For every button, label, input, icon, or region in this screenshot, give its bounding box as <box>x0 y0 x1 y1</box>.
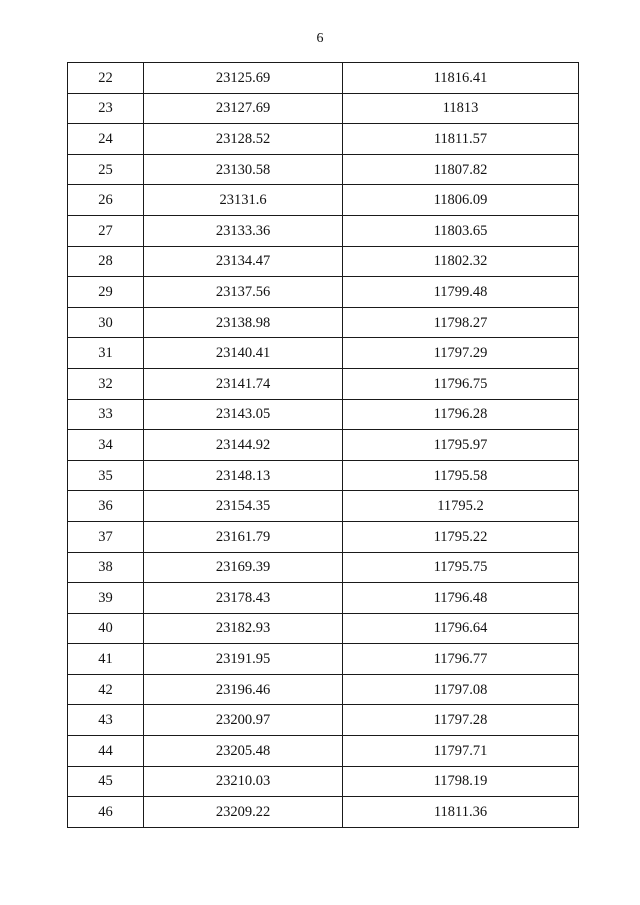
point-number-cell: 29 <box>68 277 144 308</box>
page-number: 6 <box>316 31 324 46</box>
x-coordinate-cell: 23131.6 <box>144 185 343 216</box>
y-coordinate-cell: 11811.36 <box>343 797 579 828</box>
table-row <box>68 491 579 522</box>
table-row <box>68 736 579 767</box>
y-coordinate-cell: 11797.29 <box>343 338 579 369</box>
x-coordinate-cell: 23128.52 <box>144 124 343 155</box>
table-row <box>68 277 579 308</box>
table-row <box>68 797 579 828</box>
table-row <box>68 124 579 155</box>
x-coordinate-cell: 23134.47 <box>144 246 343 277</box>
table-row <box>68 399 579 430</box>
y-coordinate-cell: 11796.64 <box>343 613 579 644</box>
point-number-cell: 34 <box>68 430 144 461</box>
point-number-cell: 32 <box>68 368 144 399</box>
y-coordinate-cell: 11796.75 <box>343 368 579 399</box>
y-coordinate-cell: 11795.75 <box>343 552 579 583</box>
table-row <box>68 185 579 216</box>
point-number-cell: 37 <box>68 521 144 552</box>
table-row <box>68 338 579 369</box>
x-coordinate-cell: 23125.69 <box>144 63 343 94</box>
y-coordinate-cell: 11803.65 <box>343 215 579 246</box>
point-number-cell: 25 <box>68 154 144 185</box>
table-row <box>68 63 579 94</box>
table-row <box>68 674 579 705</box>
x-coordinate-cell: 23196.46 <box>144 674 343 705</box>
y-coordinate-cell: 11807.82 <box>343 154 579 185</box>
x-coordinate-cell: 23200.97 <box>144 705 343 736</box>
point-number-cell: 39 <box>68 583 144 614</box>
table-row <box>68 644 579 675</box>
y-coordinate-cell: 11795.22 <box>343 521 579 552</box>
table-row <box>68 613 579 644</box>
x-coordinate-cell: 23144.92 <box>144 430 343 461</box>
x-coordinate-cell: 23130.58 <box>144 154 343 185</box>
y-coordinate-cell: 11797.08 <box>343 674 579 705</box>
x-coordinate-cell: 23182.93 <box>144 613 343 644</box>
x-coordinate-cell: 23209.22 <box>144 797 343 828</box>
x-coordinate-cell: 23141.74 <box>144 368 343 399</box>
point-number-cell: 22 <box>68 63 144 94</box>
table-row <box>68 705 579 736</box>
point-number-cell: 40 <box>68 613 144 644</box>
table-row <box>68 307 579 338</box>
point-number-cell: 46 <box>68 797 144 828</box>
point-number-cell: 23 <box>68 93 144 124</box>
point-number-cell: 43 <box>68 705 144 736</box>
y-coordinate-cell: 11797.71 <box>343 736 579 767</box>
x-coordinate-cell: 23148.13 <box>144 460 343 491</box>
table-row <box>68 93 579 124</box>
x-coordinate-cell: 23154.35 <box>144 491 343 522</box>
point-number-cell: 24 <box>68 124 144 155</box>
table-row <box>68 368 579 399</box>
table-row <box>68 460 579 491</box>
y-coordinate-cell: 11806.09 <box>343 185 579 216</box>
y-coordinate-cell: 11816.41 <box>343 63 579 94</box>
table-body <box>68 63 579 828</box>
point-number-cell: 31 <box>68 338 144 369</box>
y-coordinate-cell: 11813 <box>343 93 579 124</box>
table-row <box>68 521 579 552</box>
point-number-cell: 35 <box>68 460 144 491</box>
point-number-cell: 44 <box>68 736 144 767</box>
x-coordinate-cell: 23191.95 <box>144 644 343 675</box>
table-row <box>68 552 579 583</box>
point-number-cell: 36 <box>68 491 144 522</box>
point-number-cell: 42 <box>68 674 144 705</box>
y-coordinate-cell: 11802.32 <box>343 246 579 277</box>
table-row <box>68 154 579 185</box>
point-number-cell: 28 <box>68 246 144 277</box>
table-row <box>68 583 579 614</box>
y-coordinate-cell: 11796.28 <box>343 399 579 430</box>
y-coordinate-cell: 11796.48 <box>343 583 579 614</box>
y-coordinate-cell: 11796.77 <box>343 644 579 675</box>
y-coordinate-cell: 11798.27 <box>343 307 579 338</box>
y-coordinate-cell: 11795.58 <box>343 460 579 491</box>
coordinates-table <box>67 62 579 828</box>
point-number-cell: 30 <box>68 307 144 338</box>
point-number-cell: 27 <box>68 215 144 246</box>
point-number-cell: 26 <box>68 185 144 216</box>
x-coordinate-cell: 23169.39 <box>144 552 343 583</box>
table-row <box>68 215 579 246</box>
y-coordinate-cell: 11798.19 <box>343 766 579 797</box>
x-coordinate-cell: 23161.79 <box>144 521 343 552</box>
y-coordinate-cell: 11799.48 <box>343 277 579 308</box>
x-coordinate-cell: 23138.98 <box>144 307 343 338</box>
x-coordinate-cell: 23143.05 <box>144 399 343 430</box>
x-coordinate-cell: 23178.43 <box>144 583 343 614</box>
x-coordinate-cell: 23210.03 <box>144 766 343 797</box>
y-coordinate-cell: 11811.57 <box>343 124 579 155</box>
x-coordinate-cell: 23205.48 <box>144 736 343 767</box>
x-coordinate-cell: 23137.56 <box>144 277 343 308</box>
x-coordinate-cell: 23127.69 <box>144 93 343 124</box>
point-number-cell: 41 <box>68 644 144 675</box>
y-coordinate-cell: 11795.97 <box>343 430 579 461</box>
table-row <box>68 766 579 797</box>
point-number-cell: 38 <box>68 552 144 583</box>
x-coordinate-cell: 23133.36 <box>144 215 343 246</box>
table-row <box>68 430 579 461</box>
table-row <box>68 246 579 277</box>
point-number-cell: 45 <box>68 766 144 797</box>
y-coordinate-cell: 11797.28 <box>343 705 579 736</box>
x-coordinate-cell: 23140.41 <box>144 338 343 369</box>
y-coordinate-cell: 11795.2 <box>343 491 579 522</box>
point-number-cell: 33 <box>68 399 144 430</box>
